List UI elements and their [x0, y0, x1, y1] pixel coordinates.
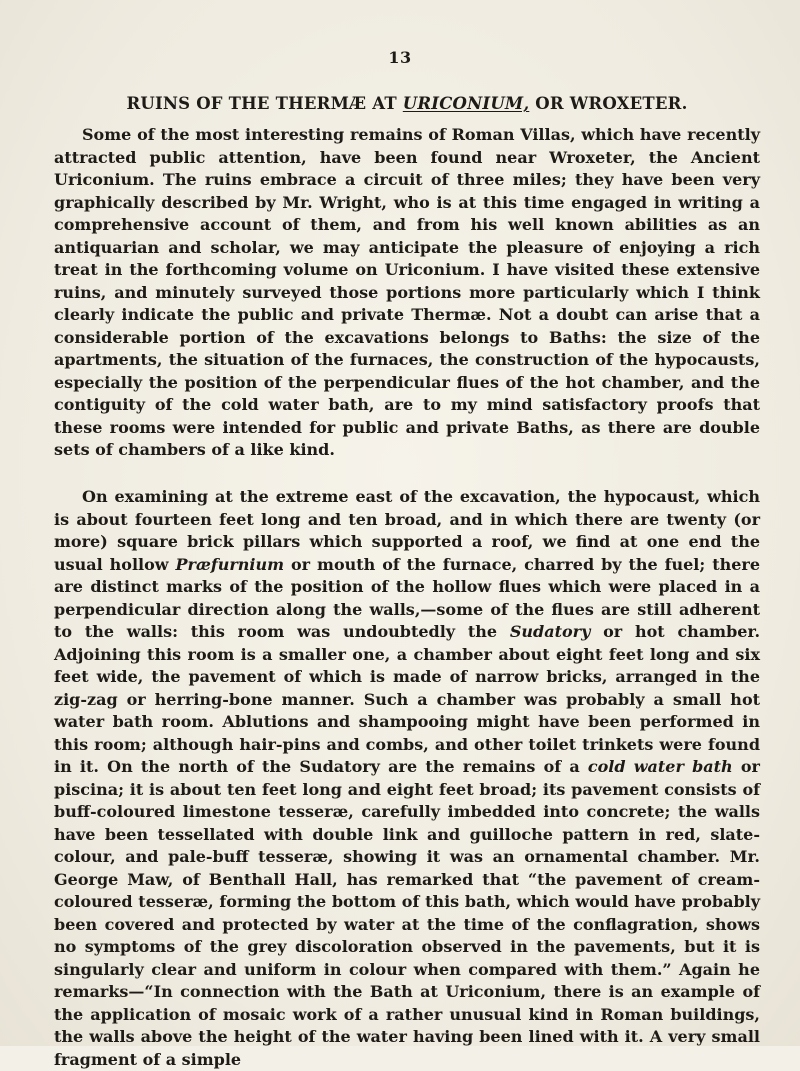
p2-seg-3: or hot chamber. Adjoining this room is a smaller one, a chamber about eight feet long and six feet wide, the pavement of which is made of narrow bricks, arranged in the zig-zag or herring-bone manner. Such a chamber was probably a small hot water bath room. Ablutions and shampooing might have been performed in this room; although hair-pins and combs, and other toilet trinkets were found in it. On the north of the Sudatory are the remains of a	[54, 622, 761, 776]
paragraph-1-text: Some of the most interesting remains of Roman Villas, which have recently attracted public attention, have been found near Wroxeter, the Ancient Uriconium. The ruins embrace a circuit of three miles; they have been very graphically described by Mr. Wright, who is at this time engaged in writing a comprehensive account of them, and from his well known abilities as an antiquarian and scholar, we may anticipate the pleasure of enjoying a rich treat in the forthcoming volume on Uriconium. I have visited these extensive ruins, and minutely surveyed those portions more particularly which I think clearly indicate the public and private Thermæ. Not a doubt can arise that a considerable portion of the excavations belongs to Baths: the size of the apartments, the situation of the furnaces, the construction of the hypocausts, especially the position of the perpendicular flues of the hot chamber, and the contiguity of the cold water bath, are to my mind satisfactory proofs that these rooms were intended for public and private Baths, as there are double sets of chambers of a like kind.	[54, 125, 760, 459]
p2-seg-1: On examining at the extreme east of the excavation, the hypocaust, which is about fourteen feet long and ten broad, and in which there are twenty (or more) square brick pillars which supported a roof, we find at one end the usual hollow	[54, 487, 760, 574]
title-part-1: RUINS OF THE THERMÆ AT	[126, 94, 403, 113]
title-place-name: URICONIUM,	[402, 94, 530, 113]
paragraph-2-text	[54, 486, 760, 1071]
title-part-3: OR WROXETER.	[529, 94, 688, 113]
chapter-title	[54, 94, 760, 113]
p2-term-sudatory: Sudatory	[509, 622, 591, 641]
paragraph-1	[54, 124, 760, 462]
page-number: 13	[388, 48, 412, 67]
p2-term-cold-water-bath: cold water bath	[587, 757, 733, 776]
p2-term-praefurnium: Præfurnium	[175, 554, 285, 574]
p2-seg-2: or mouth of the furnace, charred by the fuel; there are distinct marks of the position of the hollow flues which were placed in a perpendicular direction along the walls,—some of the flues are still adherent to the walls: this room was undoubtedly the	[54, 554, 761, 641]
paragraph-2	[54, 486, 760, 1071]
p2-seg-4: or piscina; it is about ten feet long and eight feet broad; its pavement consists of buff-coloured limestone tesseræ, carefully imbedded into concrete; the walls have been tessellated with double link and guilloche pattern in red, slate-colour, and pale-buff tesseræ, showing it was an ornamental chamber. Mr. George Maw, of Benthall Hall, has remarked that “the pavement of cream-coloured tesseræ, forming the bottom of this bath, which would have probably been covered and protected by water at the time of the conflagration, shows no symptoms of the grey discoloration observed in the pavements, but it is singularly clear and uniform in colour when compared with them.” Again he remarks—“In connection with the Bath at Uriconium, there is an example of the application of mosaic work of a rather unusual kind in Roman buildings, the walls above the height of the water having been lined with it. A very small fragment of a simple	[54, 757, 760, 1069]
